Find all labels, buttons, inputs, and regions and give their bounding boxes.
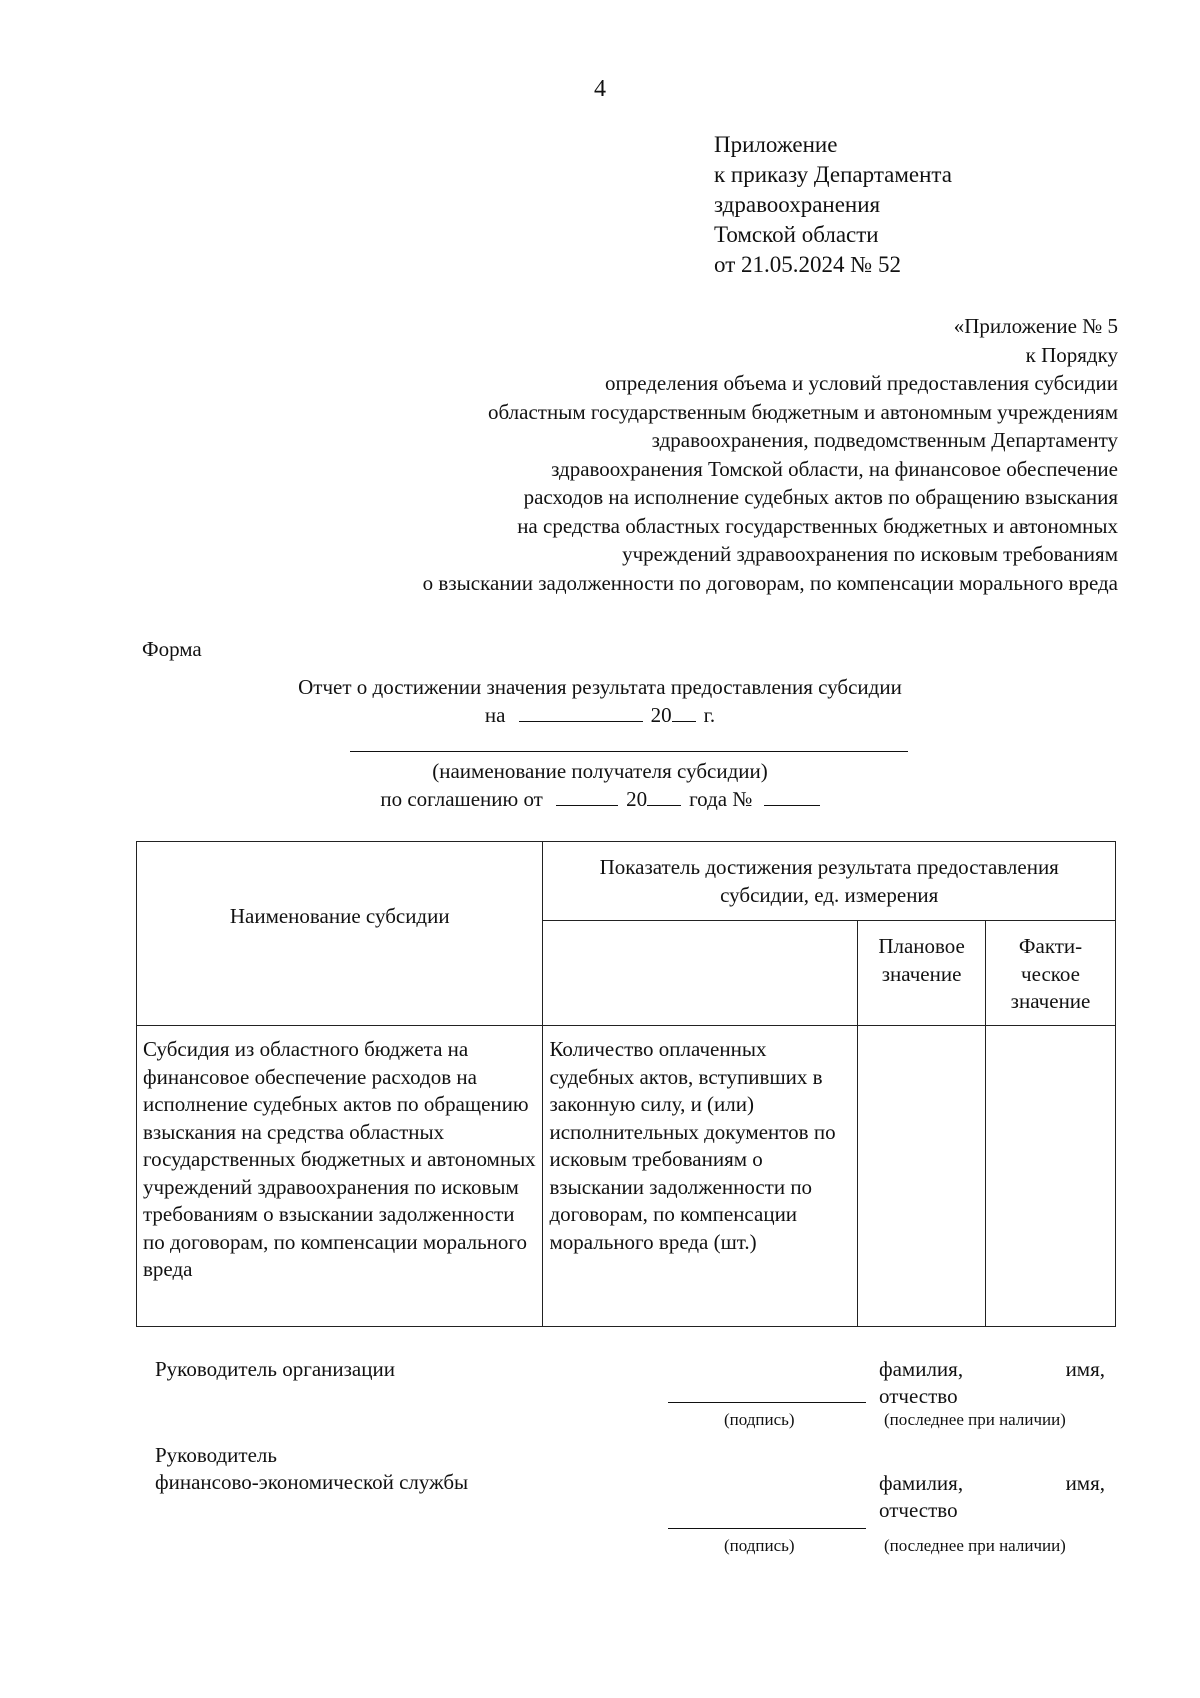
agreement-date-blank	[556, 785, 618, 806]
signature-line-1	[668, 1402, 866, 1403]
recipient-caption: (наименование получателя субсидии)	[432, 759, 768, 783]
agreement-year-blank	[647, 785, 681, 806]
table-row	[137, 1026, 1116, 1327]
page-number: 4	[594, 76, 606, 102]
signature-caption-2: (подпись)	[724, 1536, 795, 1555]
report-year-prefix: 20	[650, 703, 672, 727]
signature-caption-1: (подпись)	[724, 1410, 795, 1429]
header-subsidy-name: Наименование субсидии	[137, 842, 543, 1026]
report-table	[136, 841, 1116, 1327]
fio-surname-word: фамилия,	[879, 1471, 964, 1495]
agreement-suffix: года №	[689, 787, 753, 811]
cell-planned-value	[858, 1026, 986, 1327]
fio-caption-2: (последнее при наличии)	[884, 1536, 1066, 1555]
signature-line-2	[668, 1528, 866, 1529]
header-actual-value: Факти-ческое значение	[986, 921, 1116, 1026]
signature-role-2	[155, 1442, 468, 1496]
appendix-line: здравоохранения, подведомственным Департаменту	[651, 428, 1118, 452]
fio-name-word: имя,	[1065, 1471, 1105, 1495]
appendix-line: учреждений здравоохранения по исковым требованиям	[622, 542, 1118, 566]
approval-line: от 21.05.2024 № 52	[714, 252, 901, 277]
recipient-name-line	[350, 751, 908, 752]
report-title	[0, 673, 1200, 729]
fio-patronymic-word: отчество	[879, 1498, 958, 1522]
approval-line: Приложение	[714, 132, 838, 157]
approval-block	[714, 130, 952, 280]
signature-role-1	[155, 1356, 395, 1383]
approval-line: Томской области	[714, 222, 879, 247]
appendix-line: на средства областных государственных бюджетных и автономных	[517, 513, 1118, 538]
recipient-block	[0, 757, 1200, 813]
cell-subsidy-name: Субсидия из областного бюджета на финансовое обеспечение расходов на исполнение судебных актов по обращению взыскания на средства областных государственных бюджетных и автономных учреждений здравоохранения по исковым требованиям о взыскании задолженности по договорам, по компенсации морального вреда	[137, 1026, 543, 1327]
fio-patronymic-word: отчество	[879, 1384, 958, 1408]
report-date-line	[0, 701, 1200, 729]
signature-role-line: Руководитель организации	[155, 1357, 395, 1381]
appendix-line: здравоохранения Томской области, на финансовое обеспечение	[551, 456, 1118, 481]
approval-line: к приказу Департамента	[714, 162, 952, 187]
fio-surname-word: фамилия,	[879, 1357, 964, 1381]
appendix-block	[423, 312, 1118, 597]
header-indicator: Показатель достижения результата предоставления субсидии, ед. измерения	[543, 842, 1116, 921]
fio-caption-1: (последнее при наличии)	[884, 1410, 1066, 1429]
table-header-row	[137, 842, 1116, 921]
form-label: Форма	[142, 637, 202, 661]
report-year-suffix: г.	[703, 703, 716, 727]
header-planned-value: Плановое значение	[858, 921, 986, 1026]
cell-indicator: Количество оплаченных судебных актов, вступивших в законную силу, и (или) исполнительных документов по исковым требованиям о взыскании задолженности по договорам, по компенсации морального вреда (шт.)	[543, 1026, 858, 1327]
report-title-line: Отчет о достижении значения результата предоставления субсидии	[298, 675, 902, 699]
appendix-line: о взыскании задолженности по договорам, по компенсации морального вреда	[422, 570, 1118, 595]
agreement-year-prefix: 20	[626, 787, 648, 811]
report-year-blank	[672, 701, 696, 722]
signature-role-line: финансово-экономической службы	[155, 1470, 469, 1494]
report-date-prefix: на	[484, 703, 506, 727]
agreement-prefix: по соглашению от	[380, 787, 543, 811]
signature-fio-1	[879, 1356, 1105, 1410]
agreement-number-blank	[764, 785, 820, 806]
signature-fio-2	[879, 1470, 1105, 1524]
cell-actual-value	[986, 1026, 1116, 1327]
header-indicator-name-cell	[543, 921, 858, 1026]
approval-line: здравоохранения	[714, 192, 881, 217]
fio-name-word: имя,	[1065, 1357, 1105, 1381]
appendix-line: определения объема и условий предоставления субсидии	[604, 371, 1118, 395]
report-month-blank	[519, 701, 643, 722]
appendix-line: к Порядку	[1025, 342, 1118, 367]
appendix-line: областным государственным бюджетным и автономным учреждениям	[488, 399, 1118, 424]
appendix-line: расходов на исполнение судебных актов по обращению взыскания	[523, 485, 1118, 509]
agreement-line	[0, 785, 1200, 813]
signature-role-line: Руководитель	[155, 1443, 277, 1467]
appendix-line: «Приложение № 5	[953, 314, 1118, 338]
